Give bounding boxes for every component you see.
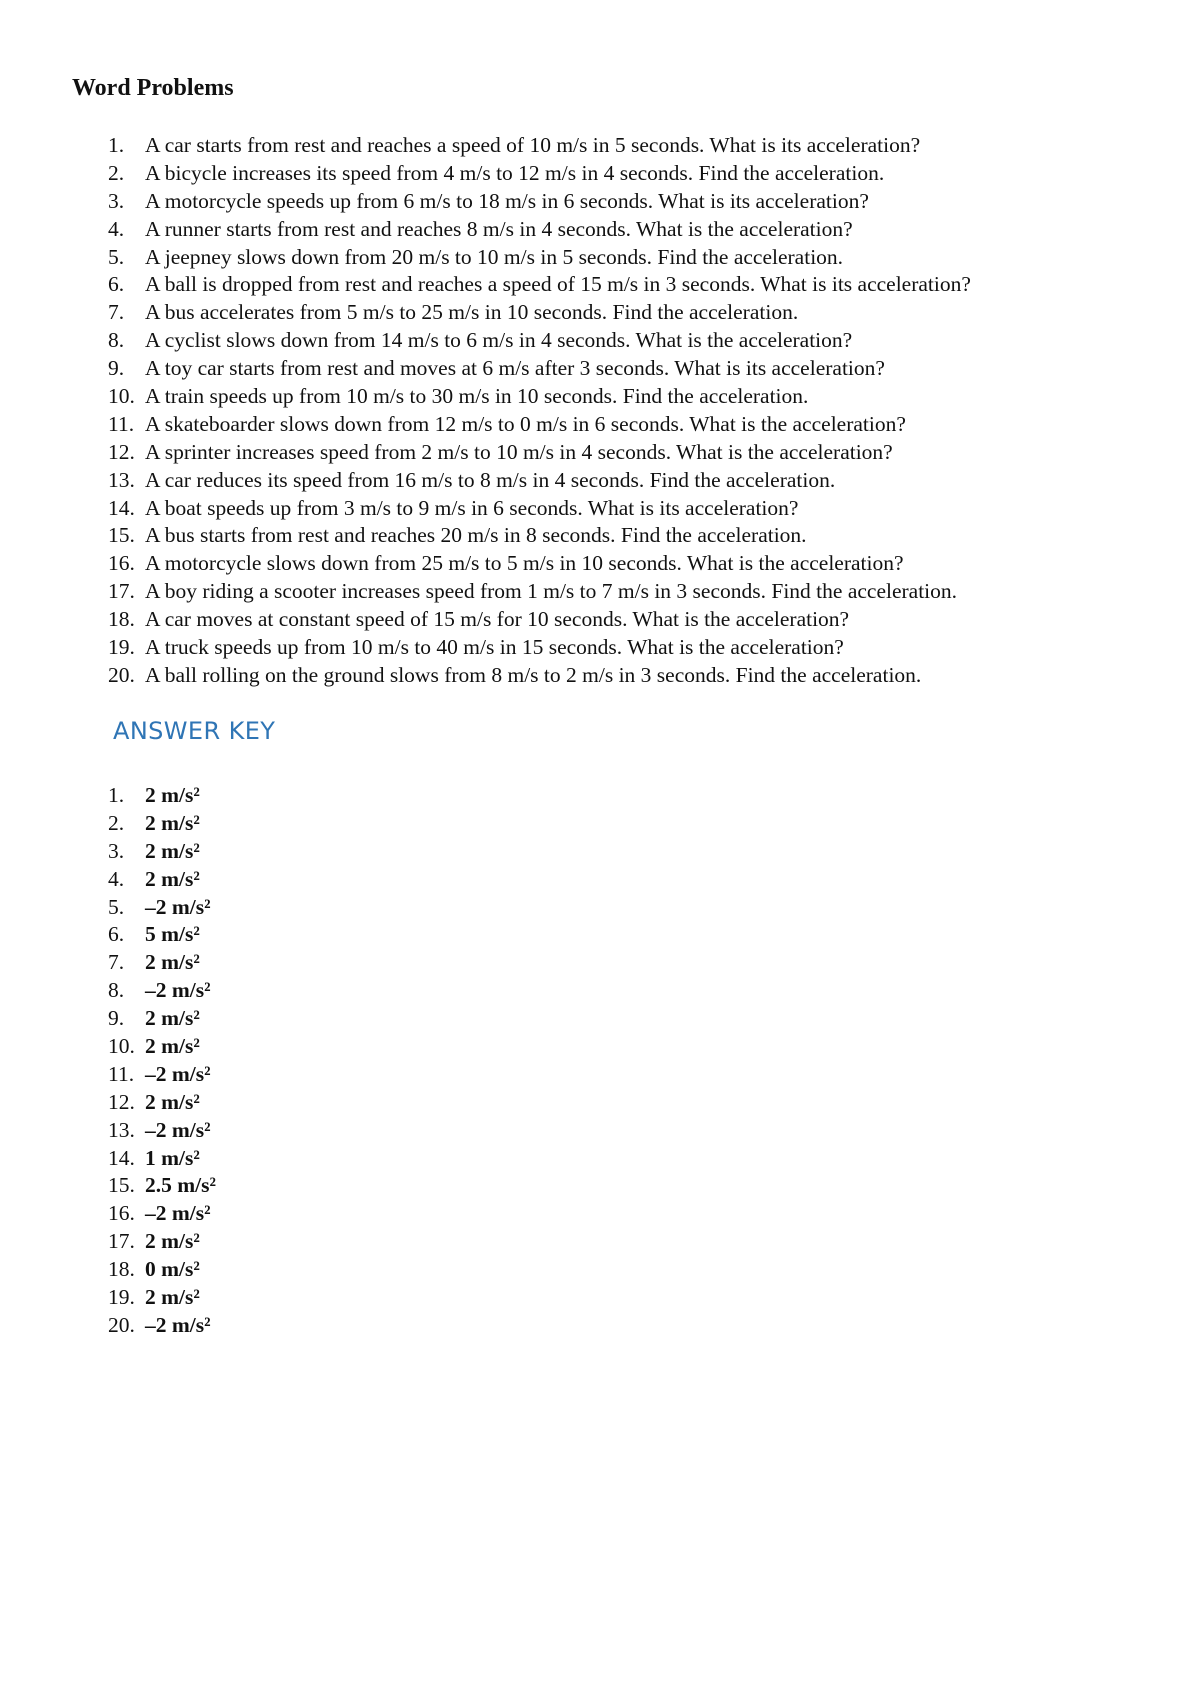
problem-item <box>108 355 1168 383</box>
problem-item <box>108 662 1168 690</box>
problem-number: 14. <box>108 495 135 520</box>
problem-number: 16. <box>108 551 135 576</box>
problem-number: 7. <box>108 300 125 325</box>
problem-item <box>108 522 1168 550</box>
word-problem-list <box>108 132 1168 690</box>
problem-text: A ball is dropped from rest and reaches a speed of 15 m/s in 3 seconds. What is its acceleration? <box>145 272 971 297</box>
problem-text: A runner starts from rest and reaches 8 m/s in 4 seconds. What is the acceleration? <box>145 216 853 241</box>
answer-value: 2 m/s² <box>145 1285 200 1310</box>
answer-value: –2 m/s² <box>145 1061 211 1086</box>
problem-text: A truck speeds up from 10 m/s to 40 m/s in 15 seconds. What is the acceleration? <box>145 635 844 660</box>
problem-number: 6. <box>108 272 125 297</box>
answer-number: 8. <box>108 978 125 1003</box>
answer-value: 2 m/s² <box>145 1229 200 1254</box>
answer-number: 20. <box>108 1312 135 1337</box>
answer-value: –2 m/s² <box>145 1312 211 1337</box>
answer-number: 1. <box>108 783 125 807</box>
answer-number: 5. <box>108 894 125 919</box>
answer-value: 1 m/s² <box>145 1145 200 1170</box>
problem-item <box>108 467 1168 495</box>
problem-item <box>108 216 1168 244</box>
answer-number: 15. <box>108 1173 135 1198</box>
problem-item <box>108 327 1168 355</box>
problem-item <box>108 606 1168 634</box>
answer-value: –2 m/s² <box>145 978 211 1003</box>
answer-value: 0 m/s² <box>145 1257 200 1282</box>
answer-value: 2 m/s² <box>145 783 200 807</box>
answer-number: 19. <box>108 1285 135 1310</box>
problem-item <box>108 132 1168 160</box>
problem-text: A bicycle increases its speed from 4 m/s to 12 m/s in 4 seconds. Find the acceleration. <box>145 160 885 185</box>
answer-value: 2 m/s² <box>145 810 200 835</box>
problem-item <box>108 550 1168 578</box>
answer-value: 2 m/s² <box>145 866 200 891</box>
problem-text: A car moves at constant speed of 15 m/s for 10 seconds. What is the acceleration? <box>145 607 850 632</box>
problem-text: A car reduces its speed from 16 m/s to 8 m/s in 4 seconds. Find the acceleration. <box>145 467 836 492</box>
problem-number: 20. <box>108 662 135 687</box>
answer-number: 14. <box>108 1145 135 1170</box>
problem-number: 10. <box>108 384 135 409</box>
answer-value: –2 m/s² <box>145 1201 211 1226</box>
answer-number: 18. <box>108 1257 135 1282</box>
problem-number: 5. <box>108 244 125 269</box>
answer-number: 3. <box>108 838 125 863</box>
problem-text: A bus starts from rest and reaches 20 m/s in 8 seconds. Find the acceleration. <box>145 523 807 548</box>
problem-text: A boat speeds up from 3 m/s to 9 m/s in 6 seconds. What is its acceleration? <box>145 495 799 520</box>
problem-item <box>108 578 1168 606</box>
problem-text: A skateboarder slows down from 12 m/s to 0 m/s in 6 seconds. What is the acceleration? <box>145 411 906 436</box>
answer-value: –2 m/s² <box>145 894 211 919</box>
problem-text: A motorcycle speeds up from 6 m/s to 18 m/s in 6 seconds. What is its acceleration? <box>145 188 869 213</box>
problem-text: A jeepney slows down from 20 m/s to 10 m/s in 5 seconds. Find the acceleration. <box>145 244 844 269</box>
problem-text: A boy riding a scooter increases speed from 1 m/s to 7 m/s in 3 seconds. Find the acceleration. <box>145 579 958 604</box>
problem-number: 17. <box>108 579 135 604</box>
problem-number: 12. <box>108 439 135 464</box>
problem-text: A train speeds up from 10 m/s to 30 m/s in 10 seconds. Find the acceleration. <box>145 384 809 409</box>
problem-number: 11. <box>108 411 135 436</box>
answer-number: 6. <box>108 922 125 947</box>
problem-text: A toy car starts from rest and moves at 6 m/s after 3 seconds. What is its acceleration? <box>145 356 885 381</box>
answer-number: 7. <box>108 950 125 975</box>
problem-item <box>108 188 1168 216</box>
problem-number: 1. <box>108 133 125 157</box>
problem-text: A cyclist slows down from 14 m/s to 6 m/s in 4 seconds. What is the acceleration? <box>145 328 853 353</box>
answer-value: 2 m/s² <box>145 1006 200 1031</box>
problem-item <box>108 634 1168 662</box>
answer-number: 17. <box>108 1229 135 1254</box>
answer-number: 4. <box>108 866 125 891</box>
problem-text: A bus accelerates from 5 m/s to 25 m/s in 10 seconds. Find the acceleration. <box>145 300 799 325</box>
answer-key-heading: ANSWER KEY <box>113 717 276 745</box>
problem-item <box>108 383 1168 411</box>
answer-value: 5 m/s² <box>145 922 200 947</box>
document-title: Word Problems <box>72 75 234 101</box>
problem-item <box>108 160 1168 188</box>
problem-number: 18. <box>108 607 135 632</box>
problem-number: 2. <box>108 160 125 185</box>
answer-value: 2 m/s² <box>145 1034 200 1059</box>
answer-number: 13. <box>108 1117 135 1142</box>
problem-item <box>108 411 1168 439</box>
problem-number: 9. <box>108 356 125 381</box>
answer-value: 2 m/s² <box>145 1089 200 1114</box>
answer-number: 10. <box>108 1034 135 1059</box>
problem-text: A sprinter increases speed from 2 m/s to 10 m/s in 4 seconds. What is the acceleration? <box>145 439 893 464</box>
answer-value: 2 m/s² <box>145 950 200 975</box>
problem-number: 8. <box>108 328 125 353</box>
problem-item <box>108 299 1168 327</box>
problem-item <box>108 271 1168 299</box>
problem-number: 3. <box>108 188 125 213</box>
answer-number: 12. <box>108 1089 135 1114</box>
problem-item <box>108 439 1168 467</box>
answer-value: 2.5 m/s² <box>145 1173 216 1198</box>
answer-number: 11. <box>108 1061 135 1086</box>
problem-number: 19. <box>108 635 135 660</box>
problem-text: A ball rolling on the ground slows from 8 m/s to 2 m/s in 3 seconds. Find the acceleration. <box>145 662 922 687</box>
answer-number: 9. <box>108 1006 125 1031</box>
answer-value: –2 m/s² <box>145 1117 211 1142</box>
problem-number: 4. <box>108 216 125 241</box>
problem-item <box>108 244 1168 272</box>
answer-value: 2 m/s² <box>145 838 200 863</box>
problem-text: A car starts from rest and reaches a speed of 10 m/s in 5 seconds. What is its acceleration? <box>145 133 921 157</box>
answer-number: 2. <box>108 810 125 835</box>
problem-number: 13. <box>108 467 135 492</box>
answer-number: 16. <box>108 1201 135 1226</box>
problem-text: A motorcycle slows down from 25 m/s to 5 m/s in 10 seconds. What is the acceleration? <box>145 551 904 576</box>
problem-item <box>108 495 1168 523</box>
problem-number: 15. <box>108 523 135 548</box>
